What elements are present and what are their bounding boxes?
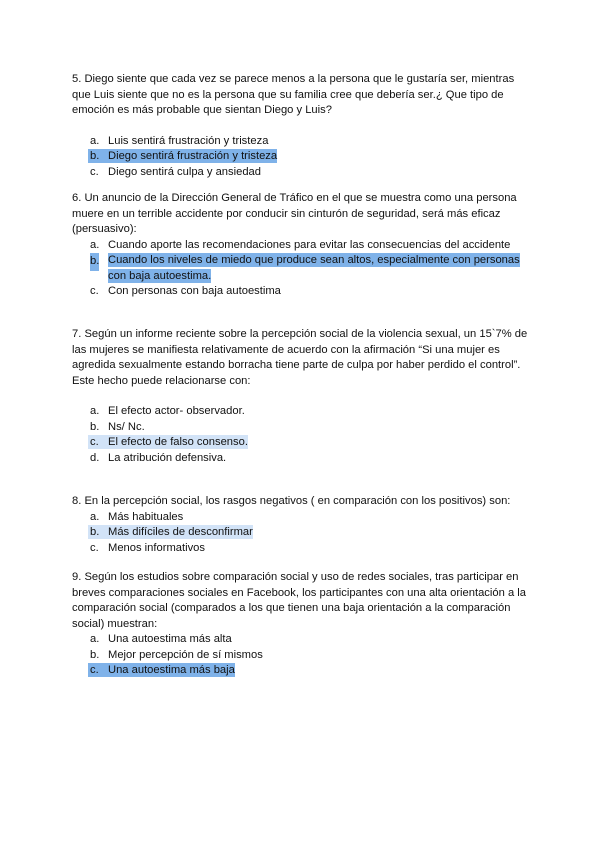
question-stem: 6. Un anuncio de la Dirección General de Tráfico en el que se muestra como una persona muere en un terrible accidente por conducir sin cinturón de seguridad, será más eficaz (persuasivo):: [72, 192, 517, 235]
option-text: Diego sentirá frustración y tristeza: [108, 150, 278, 162]
option-text: Diego sentirá culpa y ansiedad: [108, 165, 261, 178]
answer-option-c[interactable]: [72, 663, 532, 679]
option-text: Mejor percepción de sí mismos: [108, 648, 263, 661]
question-stem: 7. Según un informe reciente sobre la percepción social de la violencia sexual, un 15`7% de las mujeres se manifiesta relativamente de acuerdo con la afirmación “Si una mujer es agredida sexualmente estando borracha tiene parte de culpa por haber perdido el control”. Este hecho puede relacionarse con:: [72, 328, 528, 387]
answer-options: [72, 632, 532, 679]
option-letter: b.: [90, 253, 99, 271]
answer-options: [72, 510, 532, 557]
option-letter: c.: [90, 285, 99, 297]
option-text: Una autoestima más baja: [108, 664, 235, 676]
answer-option-d[interactable]: [72, 451, 532, 467]
option-text: La atribución defensiva.: [108, 451, 227, 464]
answer-option-a[interactable]: [72, 632, 532, 648]
answer-option-a[interactable]: [72, 134, 532, 150]
option-letter: a.: [90, 510, 100, 523]
answer-option-b[interactable]: [72, 253, 532, 284]
option-text: Una autoestima más alta: [108, 633, 232, 645]
question-stem: 9. Según los estudios sobre comparación social y uso de redes sociales, tras participar en breves comparaciones sociales en Facebook, los participantes con una alta orientación a la comparación social (comparados a los que tienen una baja orientación a la comparación social) muestran:: [72, 571, 526, 630]
option-text: El efecto de falso consenso.: [108, 436, 248, 448]
answer-option-c[interactable]: [72, 284, 532, 300]
answer-option-b[interactable]: [72, 420, 532, 436]
question-7: [72, 327, 532, 466]
answer-option-b[interactable]: [72, 648, 532, 664]
question-8: [72, 494, 532, 556]
answer-option-c[interactable]: [72, 435, 532, 451]
selected-answer-highlight: [88, 525, 253, 539]
option-letter: a.: [90, 633, 100, 645]
option-text: Ns/ Nc.: [108, 420, 145, 433]
question-6: [72, 191, 532, 300]
answer-option-c[interactable]: [72, 165, 532, 181]
option-letter: c.: [90, 165, 99, 178]
option-text: Cuando los niveles de miedo que produce sean altos, especialmente con personas con baja autoestima.: [108, 254, 520, 282]
selected-answer-highlight: [88, 149, 277, 163]
answer-option-b[interactable]: [72, 149, 532, 165]
question-stem: 5. Diego siente que cada vez se parece menos a la persona que le gustaría ser, mientras que Luis siente que no es la persona que su familia cree que debería ser.¿ Que tipo de emoción es más probable que sientan Diego y Luis?: [72, 73, 515, 116]
option-text: Luis sentirá frustración y tristeza: [108, 134, 269, 147]
option-text: El efecto actor- observador.: [108, 405, 245, 417]
option-letter: a.: [90, 134, 100, 147]
option-letter: b.: [90, 420, 100, 433]
question-5: [72, 72, 532, 180]
option-text: Con personas con baja autoestima: [108, 285, 281, 297]
option-letter: d.: [90, 451, 100, 464]
option-letter: c.: [90, 541, 99, 554]
option-letter: b.: [90, 526, 100, 538]
option-letter: a.: [90, 405, 100, 417]
answer-option-c[interactable]: [72, 541, 532, 557]
option-letter: b.: [90, 150, 100, 162]
question-stem: 8. En la percepción social, los rasgos negativos ( en comparación con los positivos) son:: [72, 495, 511, 507]
answer-options: [72, 238, 532, 300]
option-letter: c.: [90, 664, 99, 676]
option-letter: b.: [90, 648, 100, 661]
answer-option-a[interactable]: [72, 404, 532, 420]
option-letter: a.: [90, 238, 100, 251]
option-text: Menos informativos: [108, 541, 205, 554]
selected-answer-highlight: [88, 435, 248, 449]
option-text: Cuando aporte las recomendaciones para evitar las consecuencias del accidente: [108, 238, 511, 251]
selected-answer-highlight: [88, 663, 235, 677]
answer-option-b[interactable]: [72, 525, 532, 541]
answer-options: [72, 404, 532, 466]
answer-options: [72, 134, 532, 181]
question-9: [72, 570, 532, 679]
option-text: Más habituales: [108, 510, 184, 523]
answer-option-a[interactable]: [72, 238, 532, 254]
option-text: Más difíciles de desconfirmar: [108, 526, 253, 538]
option-letter: c.: [90, 436, 99, 448]
answer-option-a[interactable]: [72, 510, 532, 526]
